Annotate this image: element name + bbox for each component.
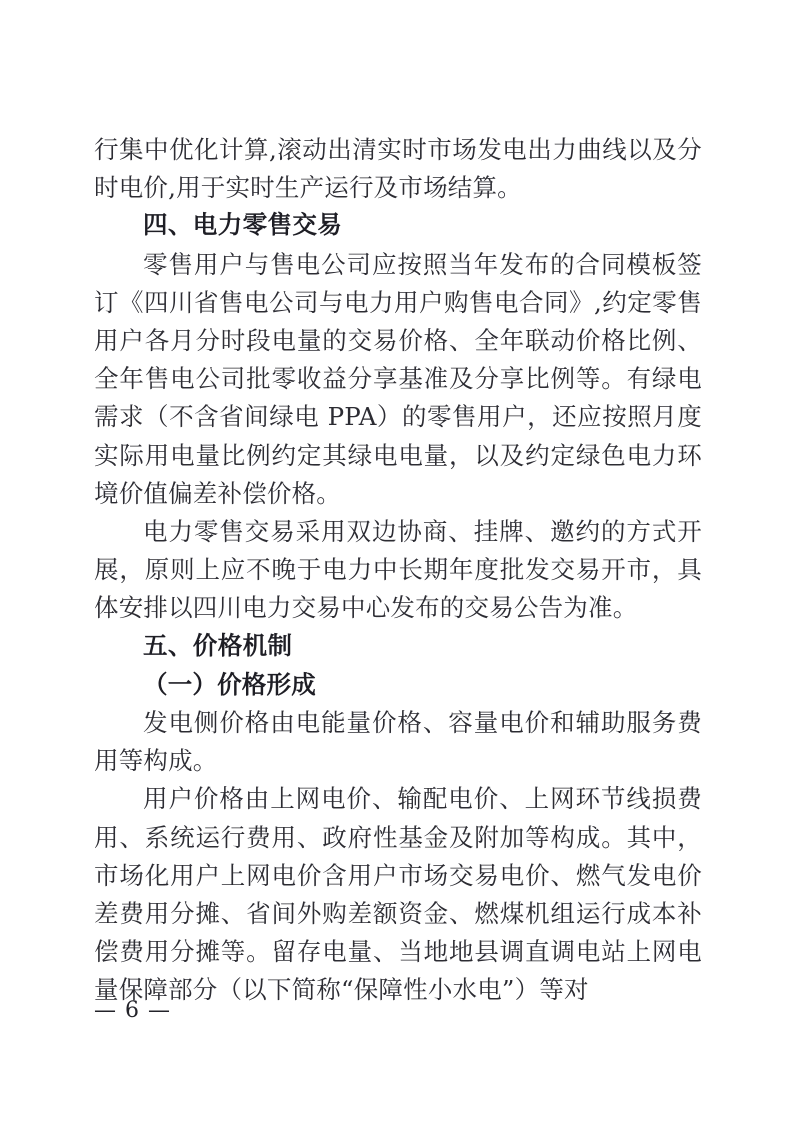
heading-section-five-price-mechanism: 五、价格机制 [143, 632, 293, 660]
heading-section-four-retail-trading: 四、电力零售交易 [143, 212, 343, 240]
paragraph-generation-side-price: 发电侧价格由电能量价格、容量电价和辅助服务费用等构成。 [94, 708, 702, 776]
heading-subsection-one-price-formation: （一）价格形成 [143, 669, 316, 699]
page-number: — 6 — [94, 998, 171, 1023]
paragraph-retail-trading-methods: 电力零售交易采用双边协商、挂牌、邀约的方式开展，原则上应不晚于电力中长期年度批发交易开市，具体安排以四川电力交易中心发布的交易公告为准。 [94, 517, 702, 623]
paragraph-retail-contract-template: 零售用户与售电公司应按照当年发布的合同模板签订《四川省售电公司与电力用户购售电合同》,约定零售用户各月分时段电量的交易价格、全年联动价格比例、全年售电公司批零收益分享基准及分享比例等。有绿电需求（不含省间绿电 PPA）的零售用户，还应按照月度实际用电量比例约定其绿电电量，以及约定绿色电力环境价值偏差补偿价格。 [94, 249, 702, 508]
paragraph-continued-realtime-market: 行集中优化计算,滚动出清实时市场发电出力曲线以及分时电价,用于实时生产运行及市场结算。 [94, 135, 702, 203]
document-body [94, 131, 702, 1010]
paragraph-user-side-price: 用户价格由上网电价、输配电价、上网环节线损费用、系统运行费用、政府性基金及附加等构成。其中，市场化用户上网电价含用户市场交易电价、燃气发电价差费用分摊、省间外购差额资金、燃煤机组运行成本补偿费用分摊等。留存电量、当地地县调直调电站上网电量保障部分（以下简称“保障性小水电”）等对 [94, 784, 702, 1005]
